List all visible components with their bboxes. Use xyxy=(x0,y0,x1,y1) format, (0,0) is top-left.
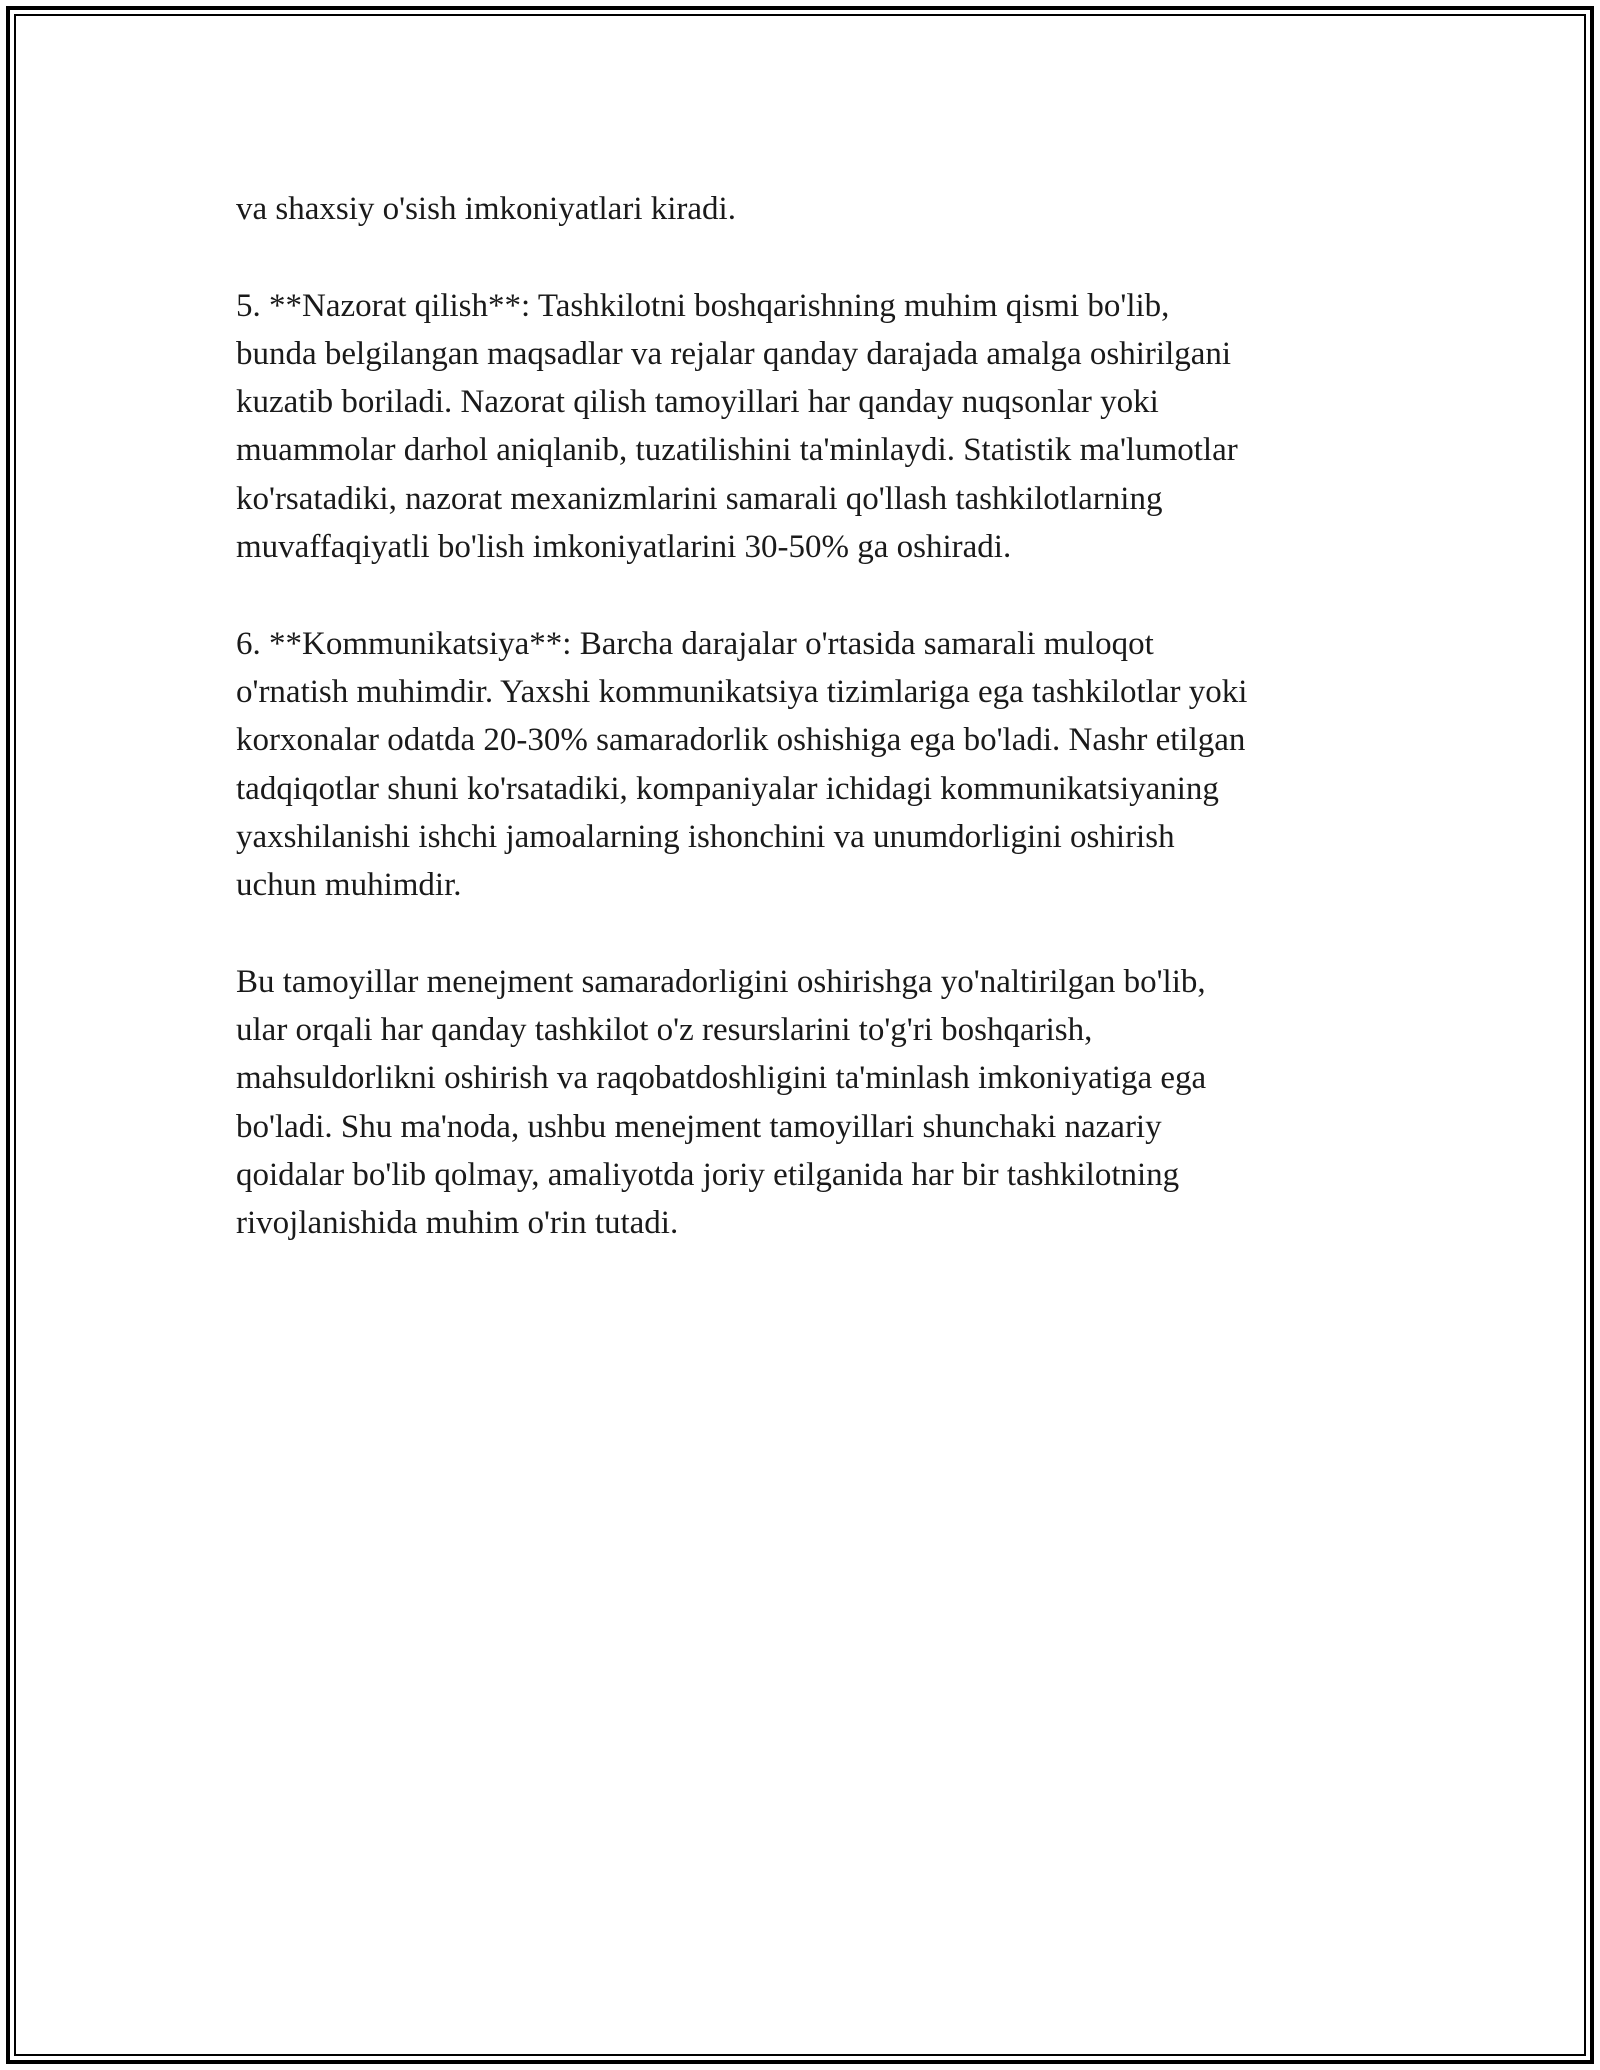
text-line: qoidalar bo'lib qolmay, amaliyotda joriy etilganida har bir tashkilotning xyxy=(236,1156,1180,1193)
paragraph-nazorat-qilish xyxy=(236,282,1396,572)
paragraph-conclusion xyxy=(236,958,1396,1248)
text-line: ko'rsatadiki, nazorat mexanizmlarini samarali qo'llash tashkilotlarning xyxy=(236,480,1163,517)
text-line: uchun muhimdir. xyxy=(236,867,462,904)
text-line: bo'ladi. Shu ma'noda, ushbu menejment tamoyillari shunchaki nazariy xyxy=(236,1108,1162,1145)
text-line: tadqiqotlar shuni ko'rsatadiki, kompaniyalar ichidagi kommunikatsiyaning xyxy=(236,770,1219,807)
text-line: Bu tamoyillar menejment samaradorligini oshirishga yo'naltirilgan bo'lib, xyxy=(236,963,1206,1000)
text-line: yaxshilanishi ishchi jamoalarning ishonchini va unumdorligini oshirish xyxy=(236,818,1175,855)
text-line: korxonalar odatda 20-30% samaradorlik oshishiga ega bo'ladi. Nashr etilgan xyxy=(236,722,1246,759)
text-line: 5. **Nazorat qilish**: Tashkilotni boshqarishning muhim qismi bo'lib, xyxy=(236,287,1170,324)
document-body xyxy=(236,185,1396,1296)
paragraph-kommunikatsiya xyxy=(236,620,1396,910)
text-line: rivojlanishida muhim o'rin tutadi. xyxy=(236,1205,679,1242)
text-line: ular orqali har qanday tashkilot o'z resurslarini to'g'ri boshqarish, xyxy=(236,1012,1093,1049)
paragraph-continuation xyxy=(236,185,1396,233)
text-line: 6. **Kommunikatsiya**: Barcha darajalar o'rtasida samarali muloqot xyxy=(236,625,1154,662)
text-line: muammolar darhol aniqlanib, tuzatilishini ta'minlaydi. Statistik ma'lumotlar xyxy=(236,432,1238,469)
text-line: kuzatib boriladi. Nazorat qilish tamoyillari har qanday nuqsonlar yoki xyxy=(236,384,1159,421)
text-line: mahsuldorlikni oshirish va raqobatdoshligini ta'minlash imkoniyatiga ega xyxy=(236,1060,1207,1097)
text-line: bunda belgilangan maqsadlar va rejalar qanday darajada amalga oshirilgani xyxy=(236,335,1232,372)
text-line: o'rnatish muhimdir. Yaxshi kommunikatsiya tizimlariga ega tashkilotlar yoki xyxy=(236,673,1248,710)
text-line: va shaxsiy o'sish imkoniyatlari kiradi. xyxy=(236,191,736,227)
text-line: muvaffaqiyatli bo'lish imkoniyatlarini 30-50% ga oshiradi. xyxy=(236,529,1012,566)
